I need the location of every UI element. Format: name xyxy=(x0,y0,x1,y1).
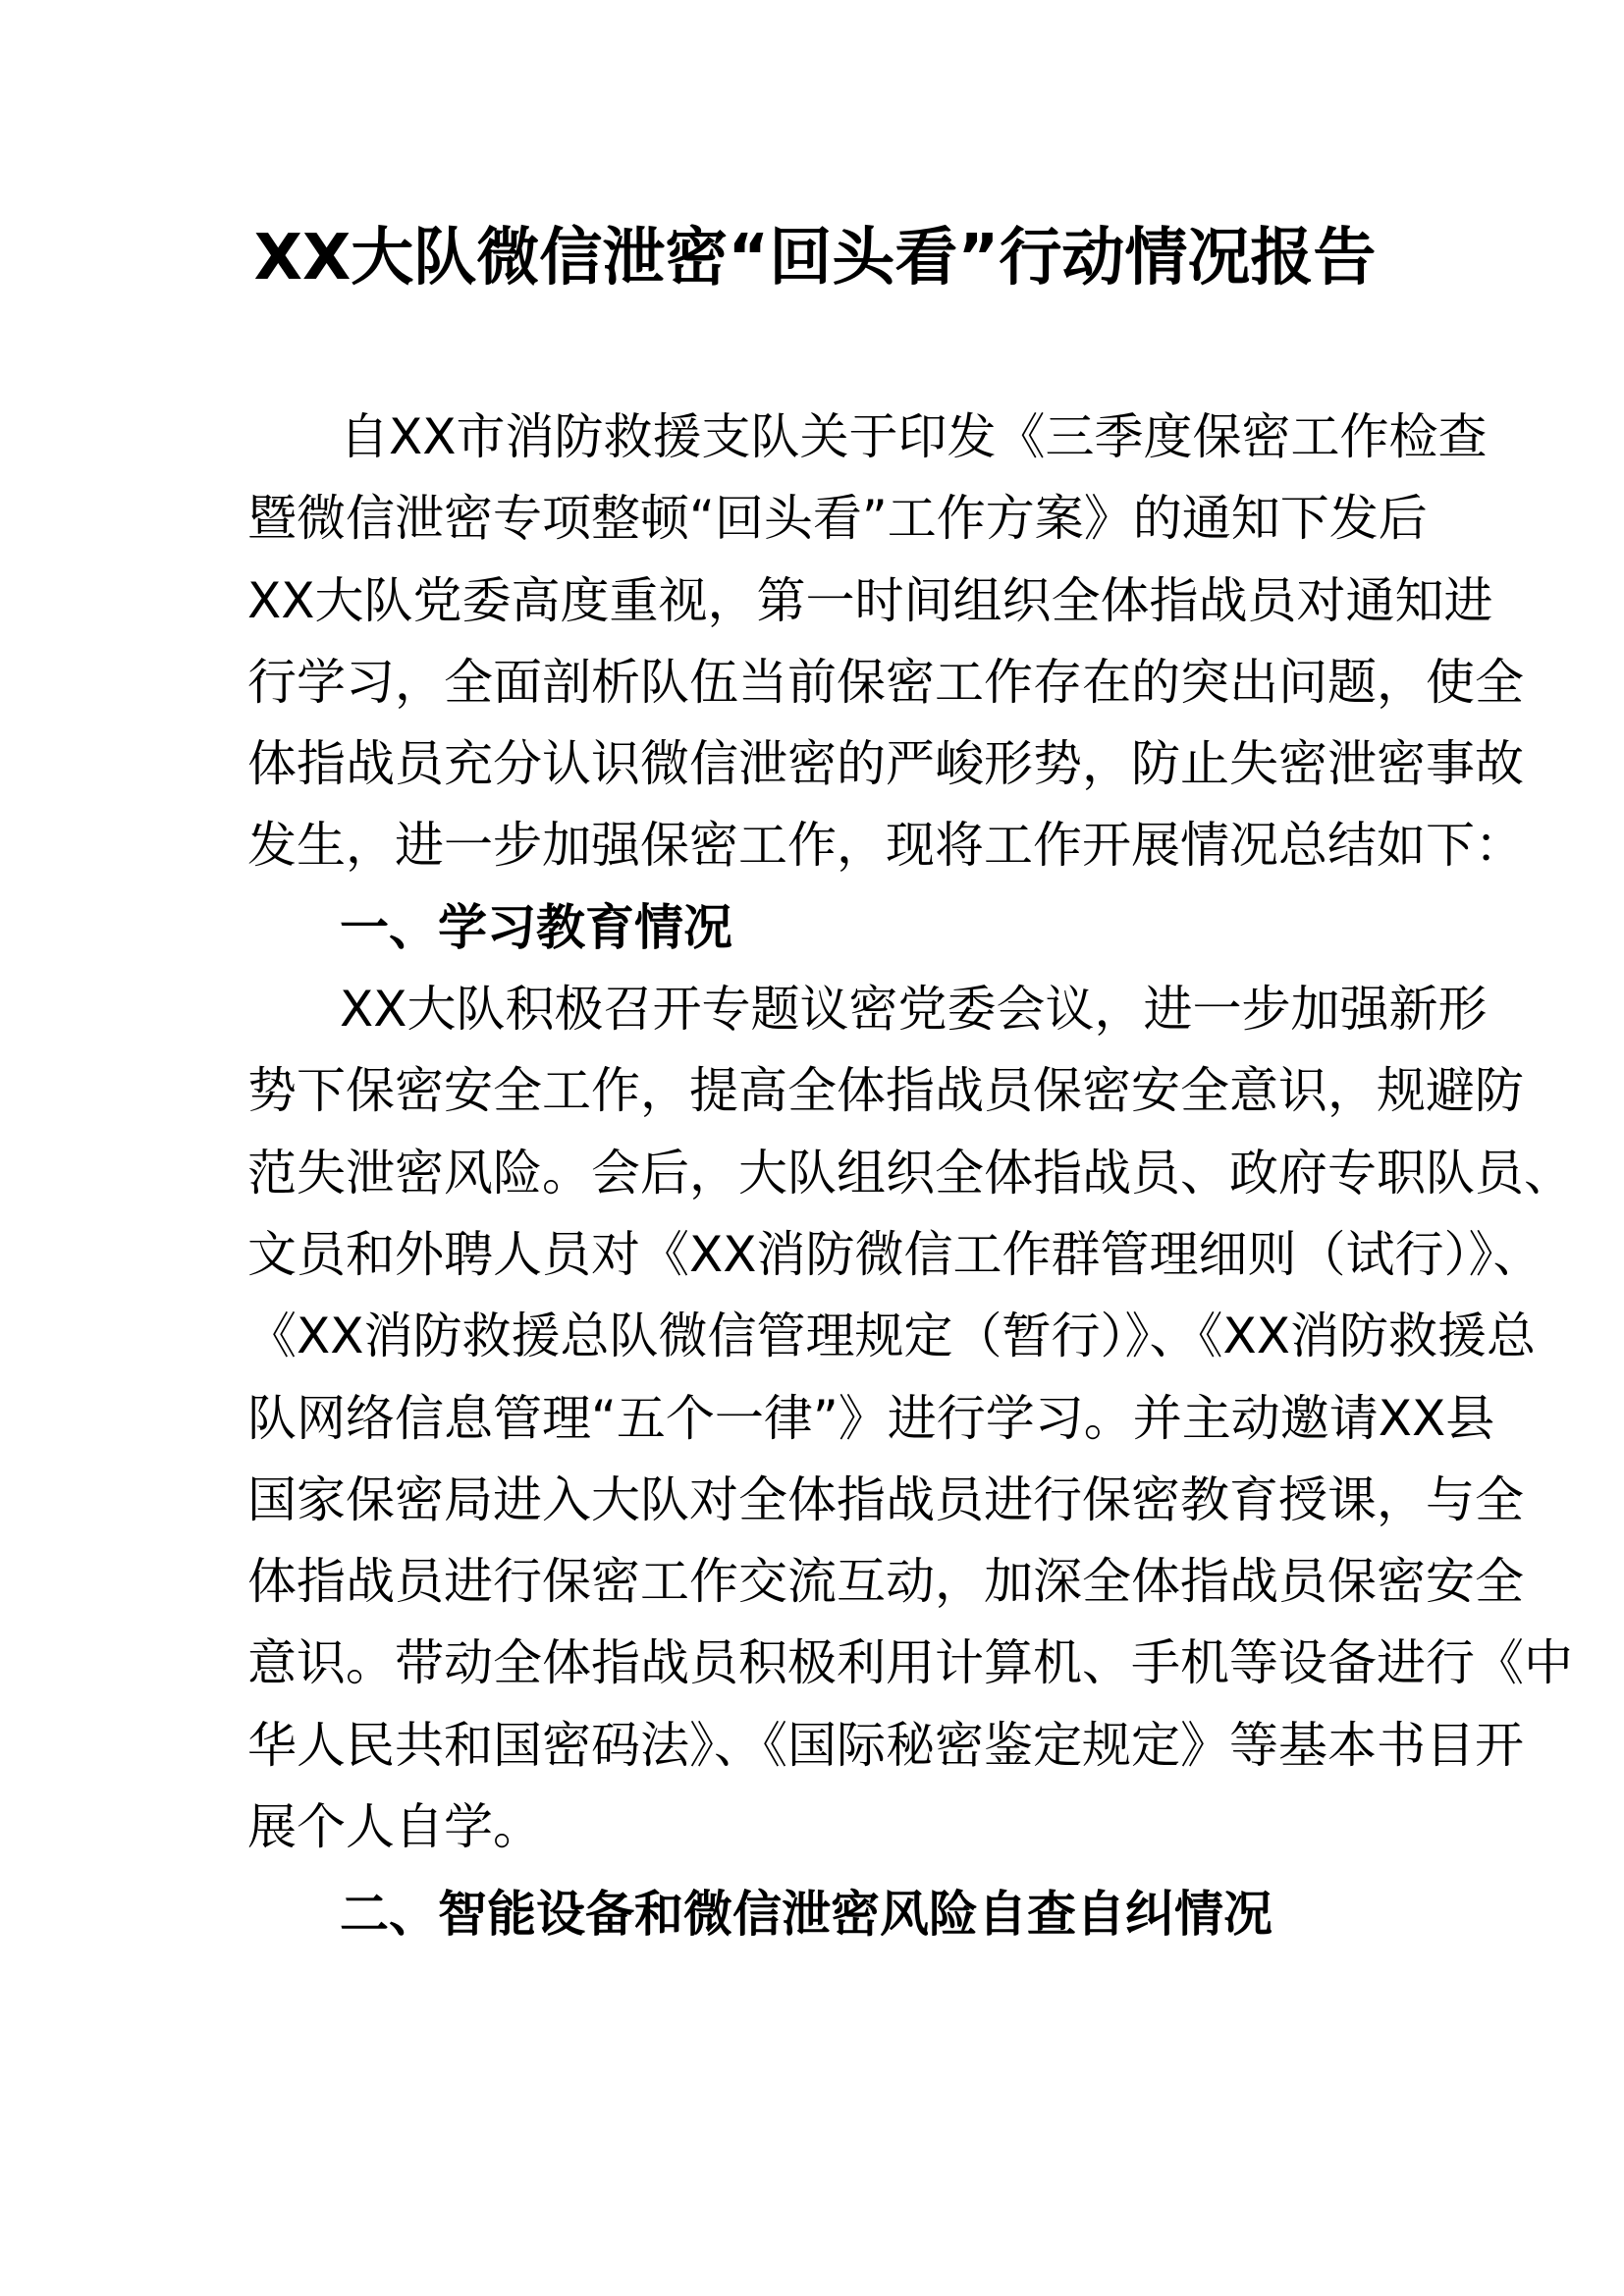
paragraph-line: XX大队积极召开专题议密党委会议，进一步加强新形 xyxy=(340,981,1488,1039)
paragraph-line: 华人民共和国密码法》、《国际秘密鉴定规定》等基本书目开 xyxy=(247,1716,1524,1774)
section-heading-2: 二、智能设备和微信泄密风险自查自纠情况 xyxy=(340,1886,1272,1944)
paragraph-line: 文员和外聘人员对《XX消防微信工作群管理细则（试行）》、 xyxy=(247,1225,1543,1283)
paragraph-line: 队网络信息管理“五个一律”》进行学习。并主动邀请XX县 xyxy=(247,1389,1495,1447)
paragraph-line: 势下保密安全工作，提高全体指战员保密安全意识，规避防 xyxy=(247,1062,1524,1120)
document-body xyxy=(247,397,1573,1956)
paragraph-line: XX大队党委高度重视，第一时间组织全体指战员对通知进 xyxy=(247,571,1493,629)
paragraph-line: 《XX消防救援总队微信管理规定（暂行）》、《XX消防救援总 xyxy=(247,1308,1537,1365)
paragraph-line: 国家保密局进入大队对全体指战员进行保密教育授课，与全 xyxy=(247,1470,1524,1528)
document-title: XX大队微信泄密“回头看”行动情况报告 xyxy=(253,222,1377,294)
paragraph-line: 体指战员充分认识微信泄密的严峻形势，防止失密泄密事故 xyxy=(247,735,1524,793)
paragraph-line: 展个人自学。 xyxy=(247,1798,542,1856)
paragraph-line: 体指战员进行保密工作交流互动，加深全体指战员保密安全 xyxy=(247,1553,1524,1611)
paragraph-line: 行学习，全面剖析队伍当前保密工作存在的突出问题，使全 xyxy=(247,653,1524,711)
section-heading-1: 一、学习教育情况 xyxy=(340,898,732,956)
paragraph-line: 自XX市消防救援支队关于印发《三季度保密工作检查 xyxy=(340,408,1488,465)
paragraph-line: 范失泄密风险。会后，大队组织全体指战员、政府专职队员、 xyxy=(247,1144,1573,1201)
paragraph-line: 暨微信泄密专项整顿“回头看”工作方案》的通知下发后 xyxy=(247,490,1428,548)
paragraph-line: 发生，进一步加强保密工作，现将工作开展情况总结如下： xyxy=(247,817,1524,875)
paragraph-line: 意识。带动全体指战员积极利用计算机、手机等设备进行《中 xyxy=(247,1634,1573,1692)
